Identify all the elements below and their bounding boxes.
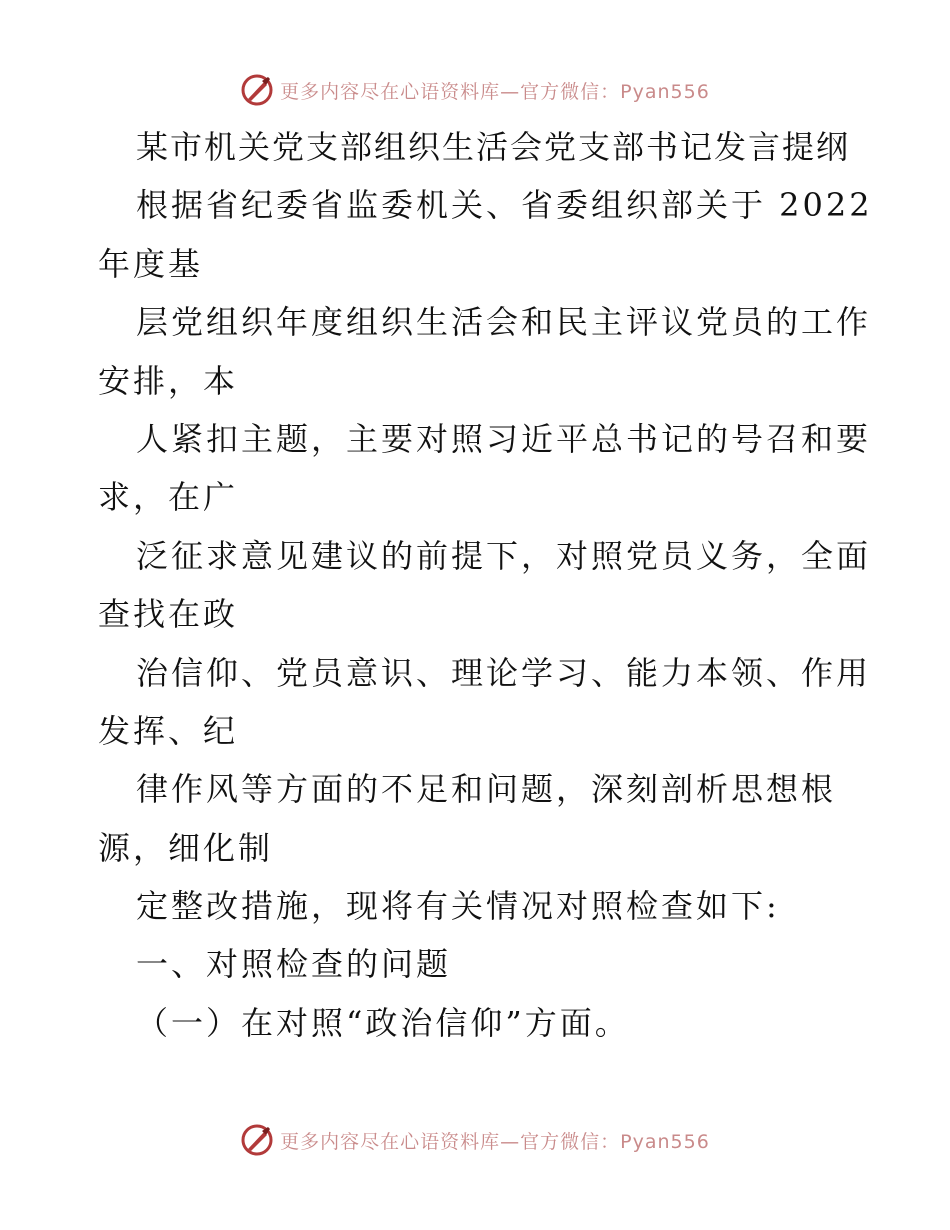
section-heading: 一、对照检查的问题	[136, 945, 452, 984]
paragraph-line: 查找在政	[98, 595, 239, 634]
paragraph-line: 安排，本	[98, 361, 239, 400]
footer-watermark	[0, 1120, 950, 1160]
paragraph-line: 发挥、纪	[98, 711, 239, 750]
document-title: 某市机关党支部组织生活会党支部书记发言提纲	[136, 128, 851, 166]
document-body	[98, 118, 873, 1052]
paragraph-line: 定整改措施，现将有关情况对照检查如下:	[136, 887, 780, 926]
pen-circle-logo-icon	[240, 73, 274, 107]
paragraph-line: 治信仰、党员意识、理论学习、能力本领、作用	[136, 653, 872, 692]
pen-circle-logo-icon	[240, 1123, 274, 1157]
watermark-text: 更多内容尽在心语资料库—官方微信：Pyan556	[280, 1130, 710, 1153]
subsection-heading: （一）在对照“政治信仰”方面。	[136, 1003, 630, 1042]
paragraph-line: 泛征求意见建议的前提下，对照党员义务，全面	[136, 536, 872, 575]
paragraph-line: 层党组织年度组织生活会和民主评议党员的工作	[136, 303, 872, 342]
paragraph-line: 人紧扣主题，主要对照习近平总书记的号召和要	[136, 419, 872, 458]
paragraph-line: 律作风等方面的不足和问题，深刻剖析思想根	[136, 770, 837, 809]
paragraph-line: 年度基	[98, 244, 204, 283]
paragraph-line: 根据省纪委省监委机关、省委组织部关于 2022	[136, 186, 873, 225]
watermark-text: 更多内容尽在心语资料库—官方微信：Pyan556	[280, 80, 710, 103]
paragraph-line: 源，细化制	[98, 828, 274, 867]
paragraph-line: 求，在广	[98, 478, 239, 517]
header-watermark	[0, 70, 950, 110]
